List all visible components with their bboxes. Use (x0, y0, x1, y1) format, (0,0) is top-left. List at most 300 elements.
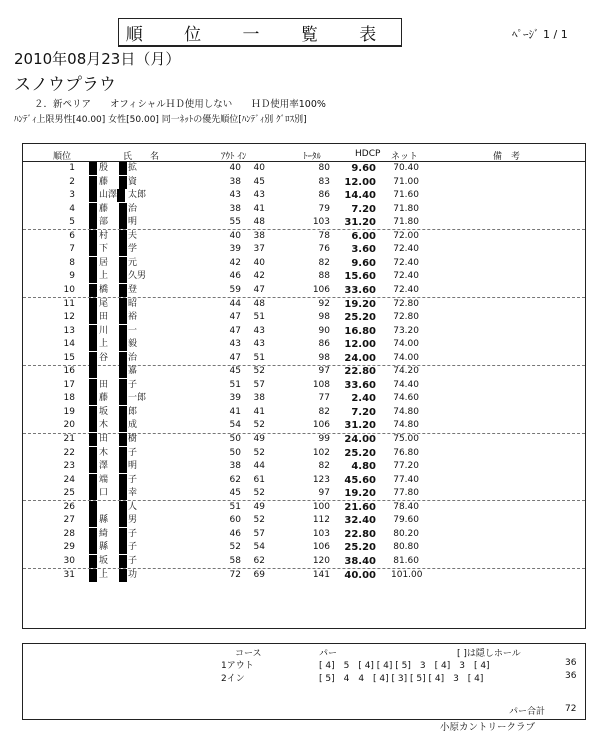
surname-cell: 橋 (99, 284, 109, 295)
redaction-bar (89, 189, 97, 202)
surname-cell: 上 (99, 339, 109, 350)
redaction-bar (119, 474, 127, 487)
out-score-cell: 38 (229, 203, 241, 214)
total-cell: 80 (318, 163, 330, 173)
net-cell: 72.80 (393, 298, 419, 309)
rank-cell: 17 (63, 379, 75, 390)
total-cell: 103 (312, 217, 330, 228)
in-score-cell: 37 (253, 244, 265, 255)
surname-cell: 綺 (99, 528, 109, 539)
total-cell: 90 (318, 325, 330, 336)
table-row (23, 433, 585, 446)
given-name-cell: 子 (128, 447, 138, 458)
redaction-bar (89, 338, 97, 351)
surname-cell: 坂 (99, 555, 109, 566)
in-score-cell: 43 (253, 339, 265, 350)
redaction-bar (89, 325, 97, 338)
in-hole-pars: [ 5] 4 4 [ 4] [ 3] [ 5] [ 4] 3 [ 4] (319, 674, 484, 684)
redaction-bar (89, 311, 97, 324)
out-score-cell: 72 (229, 569, 241, 580)
rank-cell: 25 (63, 488, 75, 499)
redaction-bar (89, 487, 97, 500)
surname-cell: 田 (99, 379, 109, 390)
table-row (23, 365, 585, 378)
redaction-bar (119, 216, 127, 229)
rank-cell: 22 (63, 447, 75, 458)
surname-cell: 居 (99, 257, 109, 268)
out-score-cell: 50 (229, 447, 241, 458)
redaction-bar (89, 555, 97, 568)
surname-cell: 端 (99, 474, 109, 485)
given-name-cell: 学 (128, 244, 138, 255)
rank-cell: 14 (63, 339, 75, 350)
out-score-cell: 38 (229, 176, 241, 187)
course-footer (22, 643, 586, 720)
out-score-cell: 38 (229, 461, 241, 472)
table-row (23, 257, 585, 270)
total-cell: 112 (312, 515, 330, 526)
table-row (23, 284, 585, 297)
surname-cell: 坂 (99, 406, 109, 417)
net-cell: 74.40 (393, 379, 419, 390)
out-score-cell: 54 (229, 420, 241, 431)
net-cell: 71.80 (393, 203, 419, 214)
total-cell: 77 (318, 393, 330, 404)
in-score-cell: 38 (253, 393, 265, 404)
table-row (23, 352, 585, 365)
total-cell: 97 (318, 488, 330, 499)
out-score-cell: 43 (229, 190, 241, 201)
total-cell: 97 (318, 366, 330, 377)
total-cell: 82 (318, 461, 330, 472)
in-score-cell: 42 (253, 271, 265, 282)
table-row (23, 569, 585, 582)
in-score-cell: 51 (253, 312, 265, 323)
surname-cell: 上 (99, 569, 109, 580)
hdcp-cell: 31.20 (344, 217, 376, 229)
redaction-bar (89, 447, 97, 460)
in-course-label: 2イン (221, 674, 245, 684)
page-number: ﾍﾟｰｼﾞ 1 / 1 (512, 28, 568, 41)
total-cell: 92 (318, 298, 330, 309)
given-name-cell: 子 (128, 474, 138, 485)
hdcp-cell: 9.60 (351, 163, 376, 174)
given-name-cell: 昭 (128, 298, 138, 309)
rank-cell: 6 (69, 230, 75, 241)
hdcp-cell: 7.20 (351, 406, 376, 418)
in-score-cell: 69 (253, 569, 265, 580)
course-label: コース (235, 649, 262, 659)
out-score-cell: 45 (229, 488, 241, 499)
hdcp-cell: 14.40 (344, 190, 376, 202)
net-cell: 74.00 (393, 352, 419, 363)
rank-cell: 28 (63, 528, 75, 539)
net-cell: 74.80 (393, 420, 419, 431)
hdcp-cell: 32.40 (344, 515, 376, 527)
out-course-label: 1アウト (221, 661, 254, 671)
hdcp-cell: 45.60 (344, 474, 376, 486)
redaction-bar (89, 501, 97, 514)
surname-cell: 藤 (99, 203, 109, 214)
out-score-cell: 51 (229, 379, 241, 390)
out-score-cell: 60 (229, 515, 241, 526)
total-cell: 102 (312, 447, 330, 458)
out-score-cell: 47 (229, 312, 241, 323)
redaction-bar (89, 392, 97, 405)
net-cell: 71.60 (393, 190, 419, 201)
hdcp-cell: 21.60 (344, 501, 376, 513)
in-score-cell: 52 (253, 515, 265, 526)
redaction-bar (119, 447, 127, 460)
ranking-table (22, 143, 586, 629)
net-cell: 72.40 (393, 271, 419, 282)
col-rank-header: 順位 (53, 152, 72, 162)
table-row (23, 460, 585, 473)
out-score-cell: 42 (229, 257, 241, 268)
out-score-cell: 47 (229, 325, 241, 336)
in-score-cell: 49 (253, 501, 265, 512)
total-cell: 82 (318, 257, 330, 268)
surname-cell: 尾 (99, 298, 109, 309)
given-name-cell: 人 (128, 501, 138, 512)
table-row (23, 474, 585, 487)
in-score-cell: 38 (253, 230, 265, 241)
rank-cell: 20 (63, 420, 75, 431)
redaction-bar (89, 569, 97, 582)
hdcp-cell: 25.20 (344, 542, 376, 554)
rank-cell: 15 (63, 352, 75, 363)
redaction-bar (119, 419, 127, 432)
given-name-cell: 子 (128, 542, 138, 553)
rank-cell: 29 (63, 542, 75, 553)
in-score-cell: 52 (253, 366, 265, 377)
out-score-cell: 39 (229, 393, 241, 404)
given-name-cell: 子 (128, 379, 138, 390)
col-name-header: 氏 名 (123, 152, 160, 162)
rank-cell: 13 (63, 325, 75, 336)
in-score-cell: 48 (253, 217, 265, 228)
redaction-bar (119, 352, 127, 365)
hdcp-cell: 3.60 (351, 244, 376, 256)
total-cell: 106 (312, 284, 330, 295)
redaction-bar (89, 541, 97, 554)
total-cell: 99 (318, 434, 330, 444)
hdcp-cell: 31.20 (344, 420, 376, 432)
in-score-cell: 62 (253, 555, 265, 566)
rank-cell: 8 (69, 257, 75, 268)
net-cell: 70.40 (393, 163, 419, 173)
redaction-bar (119, 203, 127, 216)
rank-cell: 11 (63, 298, 75, 309)
surname-cell: 村 (99, 230, 109, 241)
in-score-cell: 49 (253, 434, 265, 444)
given-name-cell: 一 (128, 325, 138, 336)
hdcp-cell: 19.20 (344, 488, 376, 500)
net-cell: 79.60 (393, 515, 419, 526)
redaction-bar (89, 298, 97, 311)
redaction-bar (119, 569, 127, 582)
net-cell: 71.00 (393, 176, 419, 187)
table-row (23, 379, 585, 392)
out-score-cell: 41 (229, 406, 241, 417)
in-score-cell: 40 (253, 257, 265, 268)
out-score-cell: 45 (229, 366, 241, 377)
given-name-cell: 幸 (128, 488, 138, 499)
total-cell: 78 (318, 230, 330, 241)
given-name-cell: 子 (128, 528, 138, 539)
rank-cell: 9 (69, 271, 75, 282)
surname-cell: 澤 (99, 461, 109, 472)
in-score-cell: 48 (253, 298, 265, 309)
hdcp-cell: 2.40 (351, 393, 376, 405)
in-score-cell: 44 (253, 461, 265, 472)
table-row (23, 338, 585, 351)
net-cell: 72.80 (393, 312, 419, 323)
net-cell: 80.80 (393, 542, 419, 553)
total-cell: 106 (312, 542, 330, 553)
given-name-cell: 男 (128, 515, 138, 526)
rank-cell: 7 (69, 244, 75, 255)
redaction-bar (89, 365, 97, 378)
surname-cell: 縣 (99, 515, 109, 526)
given-name-cell: 一郎 (128, 393, 147, 404)
hdcp-cell: 12.00 (344, 339, 376, 351)
redaction-bar (119, 311, 127, 324)
in-score-cell: 43 (253, 325, 265, 336)
surname-cell: 部 (99, 217, 109, 228)
redaction-bar (89, 243, 97, 256)
table-row (23, 230, 585, 243)
redaction-bar (119, 270, 127, 283)
redaction-bar (119, 379, 127, 392)
redaction-bar (89, 460, 97, 473)
redaction-bar (119, 555, 127, 568)
par-total-value: 72 (565, 704, 577, 714)
total-cell: 98 (318, 312, 330, 323)
table-row (23, 419, 585, 432)
rank-cell: 27 (63, 515, 75, 526)
net-cell: 74.80 (393, 406, 419, 417)
table-row (23, 325, 585, 338)
col-remarks-header: 備 考 (493, 152, 521, 162)
table-row (23, 311, 585, 324)
hdcp-cell: 33.60 (344, 284, 376, 296)
total-cell: 106 (312, 420, 330, 431)
hdcp-cell: 22.80 (344, 528, 376, 540)
net-cell: 101.00 (391, 569, 423, 580)
net-cell: 77.20 (393, 461, 419, 472)
total-cell: 86 (318, 190, 330, 201)
hdcp-cell: 38.40 (344, 555, 376, 567)
total-cell: 98 (318, 352, 330, 363)
rank-cell: 21 (63, 434, 75, 444)
given-name-cell: 裕 (128, 312, 138, 323)
total-cell: 76 (318, 244, 330, 255)
redaction-bar (119, 460, 127, 473)
redaction-bar (119, 514, 127, 527)
net-cell: 77.80 (393, 488, 419, 499)
par-label: パー (319, 649, 338, 659)
in-score-cell: 54 (253, 542, 265, 553)
in-score-cell: 41 (253, 406, 265, 417)
page-title: 順 位 一 覧 表 (125, 24, 395, 45)
table-row (23, 514, 585, 527)
surname-cell: 田 (99, 434, 109, 444)
redaction-bar (119, 257, 127, 270)
out-score-cell: 39 (229, 244, 241, 255)
given-name-cell: 明 (128, 461, 138, 472)
col-hdcp-header: HDCP (355, 149, 381, 159)
net-cell: 72.40 (393, 284, 419, 295)
given-name-cell: 夫 (128, 230, 138, 241)
redaction-bar (89, 284, 97, 297)
out-score-cell: 58 (229, 555, 241, 566)
given-name-cell: 拡 (128, 163, 138, 173)
surname-cell: 上 (99, 271, 109, 282)
redaction-bar (119, 325, 127, 338)
out-score-cell: 50 (229, 434, 241, 444)
net-cell: 74.00 (393, 339, 419, 350)
redaction-bar (119, 487, 127, 500)
redaction-bar (117, 189, 125, 202)
rank-cell: 19 (63, 406, 75, 417)
surname-cell: 口 (99, 488, 109, 499)
out-score-cell: 62 (229, 474, 241, 485)
redaction-bar (89, 176, 97, 189)
rank-cell: 2 (69, 176, 75, 187)
redaction-bar (89, 379, 97, 392)
total-cell: 108 (312, 379, 330, 390)
hdcp-cell: 7.20 (351, 203, 376, 215)
table-row (23, 162, 585, 175)
table-row (23, 406, 585, 419)
net-cell: 80.20 (393, 528, 419, 539)
surname-cell: 下 (99, 244, 109, 255)
net-cell: 72.40 (393, 244, 419, 255)
out-score-cell: 47 (229, 352, 241, 363)
given-name-cell: 明 (128, 217, 138, 228)
rank-cell: 26 (63, 501, 75, 512)
surname-cell: 藤 (99, 393, 109, 404)
in-score-cell: 52 (253, 488, 265, 499)
surname-cell: 木 (99, 447, 109, 458)
table-row (23, 298, 585, 311)
total-cell: 86 (318, 339, 330, 350)
total-cell: 120 (312, 555, 330, 566)
rank-cell: 23 (63, 461, 75, 472)
net-cell: 75.00 (393, 434, 419, 444)
surname-cell: 田 (99, 312, 109, 323)
surname-cell: 藤 (99, 176, 109, 187)
surname-cell: 殷 (99, 163, 109, 173)
hdcp-cell: 25.20 (344, 312, 376, 324)
total-cell: 123 (312, 474, 330, 485)
given-name-cell: 登 (128, 284, 138, 295)
out-score-cell: 55 (229, 217, 241, 228)
table-row (23, 176, 585, 189)
net-cell: 78.40 (393, 501, 419, 512)
rule-line: ２．新ペリア オフィシャルＨＤ使用しない ＨＤ使用率100% (34, 99, 326, 110)
in-score-cell: 40 (253, 163, 265, 173)
total-cell: 79 (318, 203, 330, 214)
handicap-limit-line: ﾊﾝﾃﾞｨ上限男性[40.00] 女性[50.00] 同一ﾈｯﾄの優先順位[ﾊﾝﾃﾞｨ別 ｸﾞﾛｽ別] (14, 115, 307, 125)
hdcp-cell: 19.20 (344, 298, 376, 310)
redaction-bar (119, 528, 127, 541)
redaction-bar (119, 433, 127, 446)
hidden-hole-note: [ ]は隠しホール (457, 649, 521, 659)
redaction-bar (89, 433, 97, 446)
hdcp-cell: 15.60 (344, 271, 376, 283)
surname-cell: 山澤 (99, 190, 118, 201)
surname-cell: 縣 (99, 542, 109, 553)
redaction-bar (119, 392, 127, 405)
total-cell: 82 (318, 406, 330, 417)
net-cell: 74.60 (393, 393, 419, 404)
in-score-cell: 41 (253, 203, 265, 214)
net-cell: 81.60 (393, 555, 419, 566)
redaction-bar (89, 257, 97, 270)
rank-cell: 10 (63, 284, 75, 295)
hdcp-cell: 6.00 (351, 230, 376, 242)
page-title-box (118, 18, 402, 47)
hdcp-cell: 12.00 (344, 176, 376, 188)
competition-name: スノウプラウ (14, 75, 116, 95)
hdcp-cell: 33.60 (344, 379, 376, 391)
table-row (23, 555, 585, 568)
redaction-bar (89, 216, 97, 229)
redaction-bar (89, 203, 97, 216)
in-score-cell: 57 (253, 528, 265, 539)
net-cell: 77.40 (393, 474, 419, 485)
redaction-bar (89, 406, 97, 419)
given-name-cell: 嘉 (128, 366, 138, 377)
in-score-cell: 47 (253, 284, 265, 295)
col-total-header: ﾄｰﾀﾙ (303, 152, 322, 162)
redaction-bar (119, 338, 127, 351)
redaction-bar (89, 270, 97, 283)
hdcp-cell: 22.80 (344, 366, 376, 378)
table-row (23, 541, 585, 554)
out-score-cell: 46 (229, 271, 241, 282)
total-cell: 141 (312, 569, 330, 580)
total-cell: 83 (318, 176, 330, 187)
hdcp-cell: 9.60 (351, 257, 376, 269)
given-name-cell: 治 (128, 203, 138, 214)
table-row (23, 487, 585, 500)
given-name-cell: 郎 (128, 406, 138, 417)
out-hole-pars: [ 4] 5 [ 4] [ 4] [ 5] 3 [ 4] 3 [ 4] (319, 661, 490, 671)
hdcp-cell: 24.00 (344, 434, 376, 445)
in-score-cell: 45 (253, 176, 265, 187)
in-score-cell: 43 (253, 190, 265, 201)
rank-cell: 3 (69, 190, 75, 201)
redaction-bar (119, 284, 127, 297)
out-score-cell: 46 (229, 528, 241, 539)
redaction-bar (89, 419, 97, 432)
table-row (23, 447, 585, 460)
given-name-cell: 資 (128, 176, 138, 187)
surname-cell: 木 (99, 420, 109, 431)
out-score-cell: 40 (229, 163, 241, 173)
table-row (23, 189, 585, 202)
hdcp-cell: 24.00 (344, 352, 376, 364)
par-total-label: パー合計 (509, 707, 546, 717)
given-name-cell: 毅 (128, 339, 138, 350)
redaction-bar (119, 406, 127, 419)
net-cell: 72.00 (393, 230, 419, 241)
redaction-bar (89, 230, 97, 243)
given-name-cell: 久男 (128, 271, 147, 282)
